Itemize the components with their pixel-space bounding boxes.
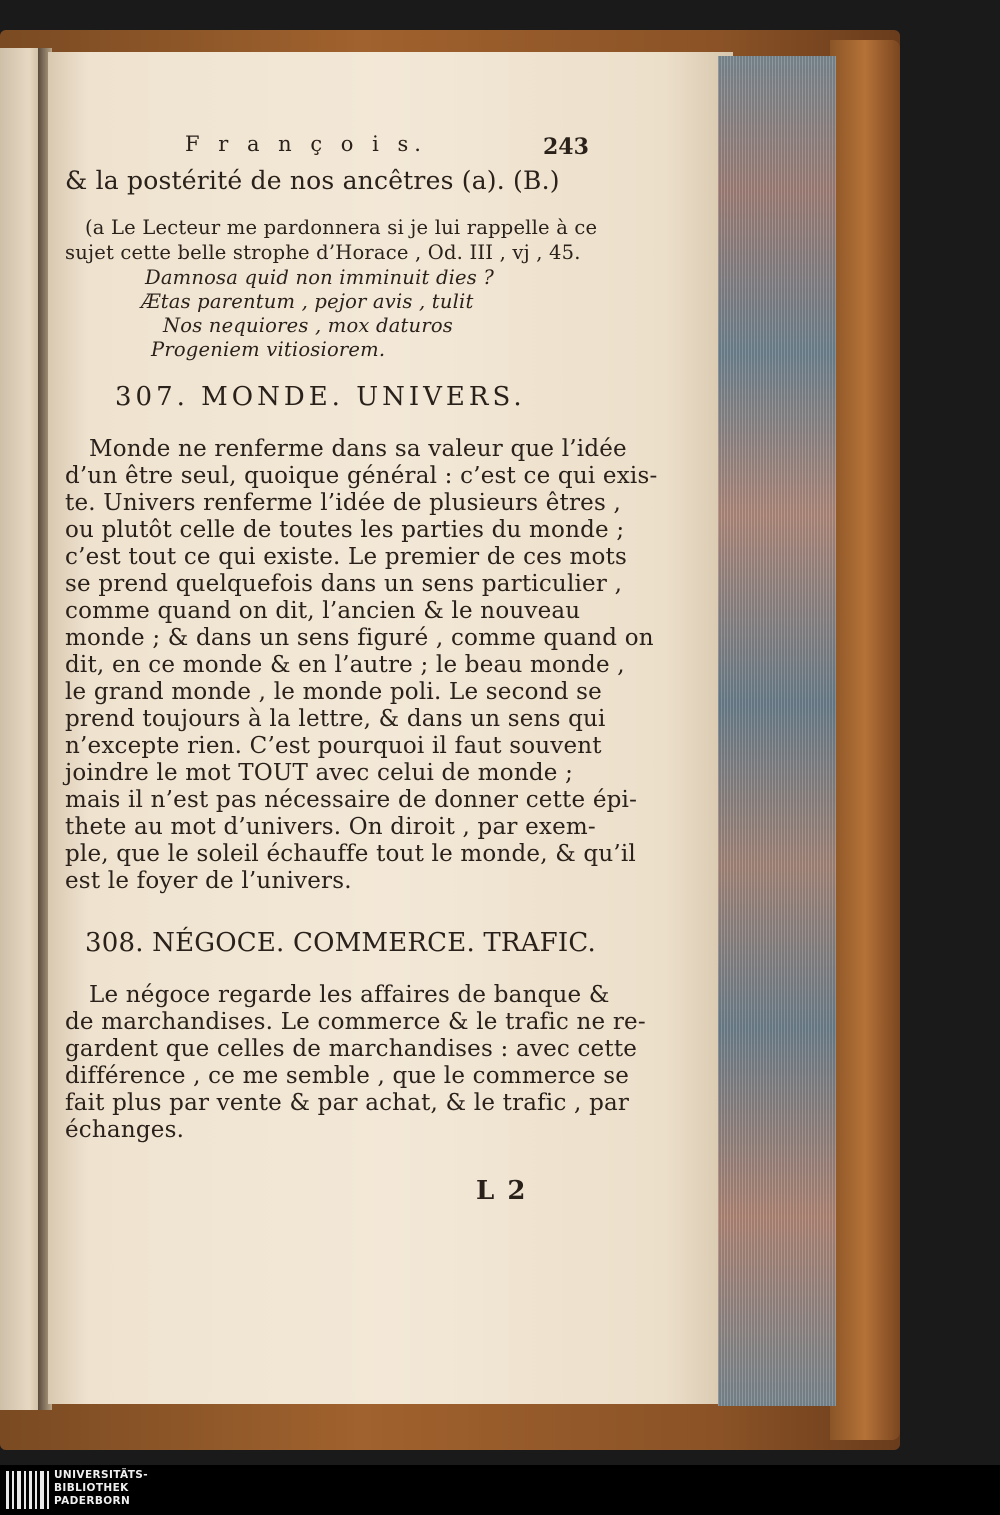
- paragraph-line: n’excepte rien. C’est pourquoi il faut souvent: [65, 733, 602, 759]
- paragraph-line: d’un être seul, quoique général : c’est ce qui exis-: [65, 463, 658, 489]
- paragraph-line: se prend quelquefois dans un sens particulier ,: [65, 571, 623, 597]
- section-heading-308: 308. NÉGOCE. COMMERCE. TRAFIC.: [85, 928, 597, 958]
- verse-line: Ætas parentum , pejor avis , tulit: [141, 290, 474, 313]
- paragraph-line: te. Univers renferme l’idée de plusieurs êtres ,: [65, 490, 622, 516]
- paragraph-line: prend toujours à la lettre, & dans un sens qui: [65, 706, 606, 732]
- page-number: 243: [543, 134, 589, 160]
- paragraph-line: différence , ce me semble , que le commerce se: [65, 1063, 630, 1089]
- paragraph-line: fait plus par vente & par achat, & le trafic , par: [65, 1090, 630, 1116]
- running-head: F r a n ç o i s.: [185, 132, 427, 156]
- paragraph-line: thete au mot d’univers. On diroit , par exem-: [65, 814, 596, 840]
- paragraph-line: comme quand on dit, l’ancien & le nouveau: [65, 598, 581, 624]
- paragraph-line: joindre le mot TOUT avec celui de monde ;: [65, 760, 574, 786]
- section-heading-307: 307. MONDE. UNIVERS.: [115, 382, 526, 412]
- verse-line: Nos nequiores , mox daturos: [163, 314, 453, 337]
- paragraph-line: est le foyer de l’univers.: [65, 868, 352, 894]
- paragraph-line: monde ; & dans un sens figuré , comme quand on: [65, 625, 654, 651]
- paragraph-line: Le négoce regarde les affaires de banque &: [89, 982, 610, 1008]
- paragraph-line: de marchandises. Le commerce & le trafic ne re-: [65, 1009, 646, 1035]
- paragraph-line: échanges.: [65, 1117, 185, 1143]
- library-footer: [0, 1465, 1000, 1515]
- page-edges: [718, 56, 836, 1406]
- verse-line: Damnosa quid non imminuit dies ?: [145, 266, 495, 289]
- paragraph-line: c’est tout ce qui existe. Le premier de ces mots: [65, 544, 628, 570]
- paragraph-line: le grand monde , le monde poli. Le second se: [65, 679, 602, 705]
- paragraph-line: Monde ne renferme dans sa valeur que l’idée: [89, 436, 627, 462]
- paragraph-line: ou plutôt celle de toutes les parties du monde ;: [65, 517, 625, 543]
- verse-line: Progeniem vitiosiorem.: [151, 338, 386, 361]
- left-page-edge: [0, 48, 42, 1410]
- page-text-block: [65, 160, 705, 1220]
- library-name-line: PADERBORN: [54, 1495, 131, 1507]
- paragraph-line: ple, que le soleil échauffe tout le monde, & qu’il: [65, 841, 636, 867]
- footnote-line: sujet cette belle strophe d’Horace , Od. III , vj , 45.: [65, 241, 581, 264]
- library-name: [54, 1469, 148, 1508]
- paragraph-line: dit, en ce monde & en l’autre ; le beau monde ,: [65, 652, 625, 678]
- paragraph-line: gardent que celles de marchandises : avec cette: [65, 1036, 638, 1062]
- cover-edge: [830, 40, 900, 1440]
- library-name-line: UNIVERSITÄTS-: [54, 1469, 149, 1481]
- signature-mark: L 2: [476, 1176, 528, 1206]
- library-name-line: BIBLIOTHEK: [54, 1482, 129, 1494]
- library-logo-icon: [6, 1471, 50, 1509]
- text-line: & la postérité de nos ancêtres (a). (B.): [65, 166, 560, 195]
- paragraph-line: mais il n’est pas nécessaire de donner cette épi-: [65, 787, 638, 813]
- footnote-line: (a Le Lecteur me pardonnera si je lui rappelle à ce: [85, 216, 598, 239]
